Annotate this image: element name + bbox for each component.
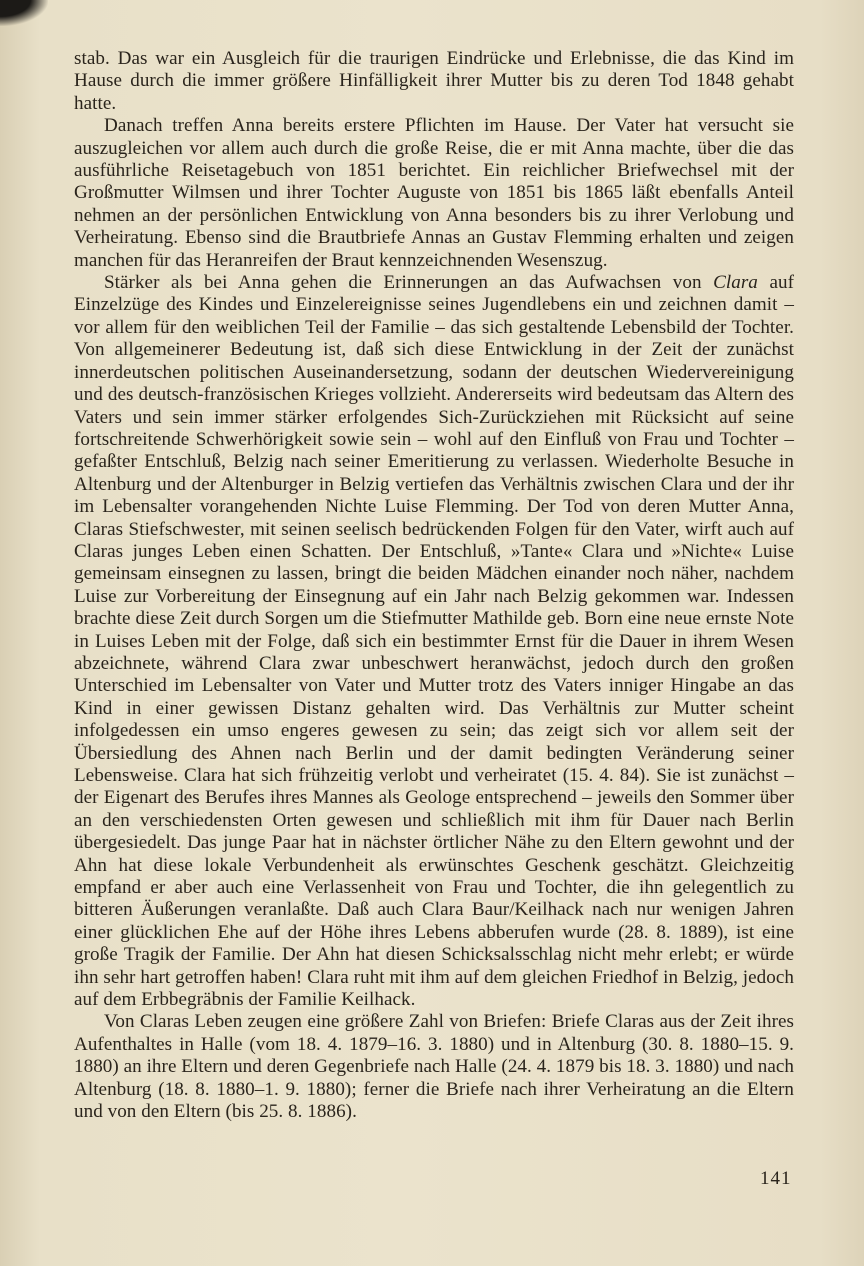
paragraph-clara-rest: auf Einzelzüge des Kindes und Einzelereignisse seines Jugendlebens ein und zeichnen damit – vor allem für den weiblichen Teil der Familie – das sich gestaltende Lebensbild der Tochter. Von allgemeinerer Bedeutung ist, daß sich diese Entwicklung in der Zeit der zunächst innerdeutschen politischen Auseinandersetzung, sodann der deutschen Wiedervereinigung und des deutsch-französischen Krieges vollzieht. Andererseits wird bedeutsam das Altern des Vaters und sein immer stärker erfolgendes Sich-Zurückziehen mit Rücksicht auf seine fortschreitende Schwerhörigkeit sowie sein – wohl auf den Einfluß von Frau und Tochter – gefaßter Entschluß, Belzig nach seiner Emeritierung zu verlassen. Wiederholte Besuche in Altenburg und der Altenburger in Belzig vertiefen das Verhältnis zwischen Clara und der ihr im Lebensalter vorangehenden Nichte Luise Flemming. Der Tod von deren Mutter Anna, Claras Stiefschwester, mit seinen seelisch bedrückenden Folgen für den Vater, wirft auch auf Claras junges Leben einen Schatten. Der Entschluß, »Tante« Clara und »Nichte« Luise gemeinsam einsegnen zu lassen, bringt die beiden Mädchen einander noch näher, nachdem Luise zur Vorbereitung der Einsegnung auf ein Jahr nach Belzig gekommen war. Indessen brachte diese Zeit durch Sorgen um die Stiefmutter Mathilde geb. Born eine neue ernste Note in Luises Leben mit der Folge, daß sich ein bestimmter Ernst für die Dauer in ihrem Wesen abzeichnete, während Clara zwar unbeschwert heranwächst, jedoch durch den großen Unterschied im Lebensalter von Vater und Mutter trotz des Vaters inniger Hingabe an das Kind in einer gewissen Distanz gehalten wird. Das Verhältnis zur Mutter scheint infolgedessen ein umso engeres gewesen zu sein; das zeigt sich vor allem seit der Übersiedlung des Ahnen nach Berlin und der damit bedingten Veränderung seiner Lebensweise. Clara hat sich frühzeitig verlobt und verheiratet (15. 4. 84). Sie ist zunächst – der Eigenart des Berufes ihres Mannes als Geologe entsprechend – jeweils den Sommer über an den verschiedensten Orten gewesen und schließlich mit ihm für Dauer nach Berlin übergesiedelt. Das junge Paar hat in nächster örtlicher Nähe zu den Eltern gewohnt und der Ahn hat diese lokale Verbundenheit als erwünschtes Geschenk geschätzt. Gleichzeitig empfand er aber auch eine Verlassenheit von Frau und Tochter, die ihn gelegentlich zu bitteren Äußerungen veranlaßte. Daß auch Clara Baur/Keilhack nach nur wenigen Jahren einer glücklichen Ehe auf der Höhe ihres Lebens abberufen wurde (28. 8. 1889), ist eine große Tragik der Familie. Der Ahn hat diesen Schicksalsschlag nicht mehr erlebt; er würde ihn sehr hart getroffen haben! Clara ruht mit ihm auf dem gleichen Friedhof in Belzig, jedoch auf dem Erbbegräbnis der Familie Keilhack.: [74, 272, 795, 1011]
scan-corner-shadow: [0, 0, 48, 26]
body-text: [74, 48, 794, 1124]
page-number: 141: [760, 1168, 792, 1189]
clara-italic-name: Clara: [713, 272, 758, 294]
paragraph-anna: Danach treffen Anna bereits erstere Pflichten im Hause. Der Vater hat versucht sie auszugleichen vor allem auch durch die große Reise, die er mit Anna machte, über die das ausführliche Reisetagebuch von 1851 berichtet. Ein reichlicher Briefwechsel mit der Großmutter Wilmsen und ihrer Tochter Auguste von 1851 bis 1865 läßt ebenfalls Anteil nehmen an der persönlichen Entwicklung von Anna besonders bis zu ihrer Verlobung und Verheiratung. Ebenso sind die Brautbriefe Annas an Gustav Flemming erhalten und zeigen manchen für das Heranreifen der Braut kennzeichnenden Wesenszug.: [74, 115, 794, 271]
paragraph-clara-lead: Stärker als bei Anna gehen die Erinnerungen an das Aufwachsen von: [104, 272, 714, 294]
paragraph-letters: Von Claras Leben zeugen eine größere Zahl von Briefen: Briefe Claras aus der Zeit ihres Aufenthaltes in Halle (vom 18. 4. 1879–16. 3. 1880) und in Altenburg (30. 8. 1880–15. 9. 1880) an ihre Eltern und deren Gegenbriefe nach Halle (24. 4. 1879 bis 18. 3. 1880) und nach Altenburg (18. 8. 1880–1. 9. 1880); ferner die Briefe nach ihrer Verheiratung an die Eltern und von den Eltern (bis 25. 8. 1886).: [74, 1011, 794, 1123]
paragraph-clara: [74, 272, 794, 1011]
paragraph-continuation: stab. Das war ein Ausgleich für die traurigen Eindrücke und Erlebnisse, die das Kind im Hause durch die immer größere Hinfälligkeit ihrer Mutter bis zu deren Tod 1848 gehabt hatte.: [74, 48, 794, 114]
